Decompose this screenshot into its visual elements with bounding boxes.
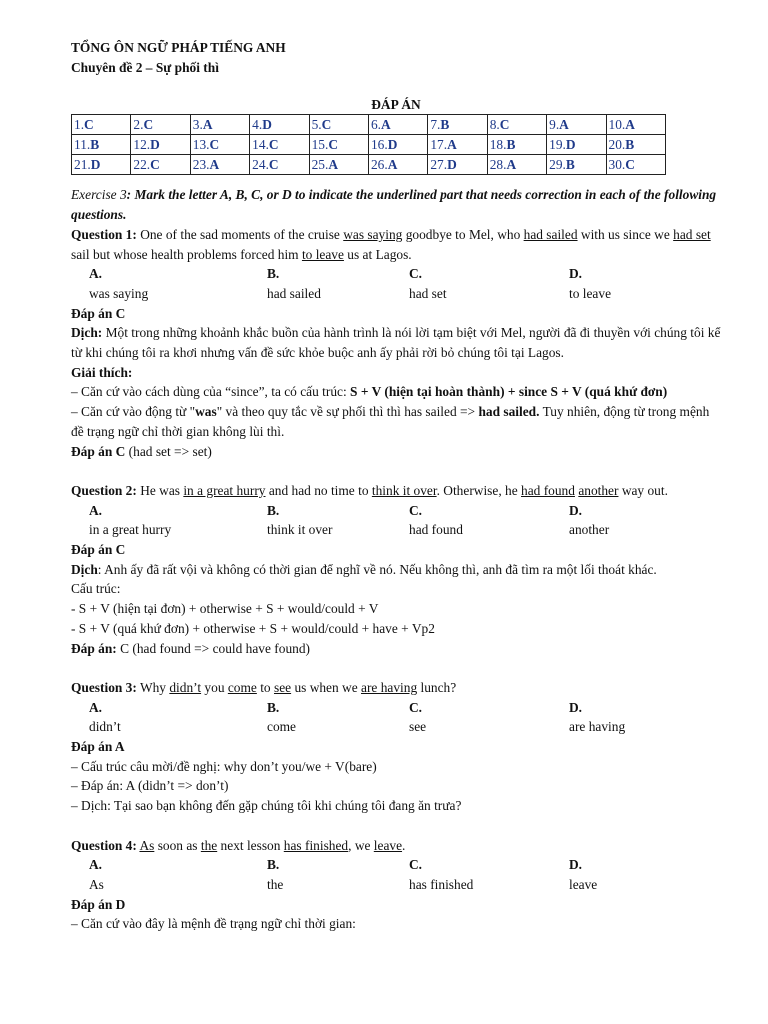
- option-c: C. see: [409, 699, 427, 735]
- options-row: [71, 264, 721, 303]
- answer-table: [71, 114, 666, 175]
- answer-cell: [368, 115, 427, 135]
- answer-number: 3.: [192, 116, 203, 132]
- answer-cell: [606, 135, 665, 155]
- answer-cell: [547, 135, 606, 155]
- answer-line: Đáp án D: [71, 896, 126, 912]
- explanation-line: – Đáp án: A (didn’t => don’t): [71, 778, 229, 794]
- stem-text: goodbye to Mel, who: [402, 226, 524, 242]
- option-b: B. had sailed: [267, 266, 321, 301]
- option-d: D. leave: [569, 857, 598, 892]
- option-a: A. As: [89, 857, 104, 892]
- answer-number: 30.: [608, 156, 626, 172]
- options-row: [71, 501, 721, 540]
- underlined-part: leave: [373, 837, 403, 853]
- options-row: [71, 698, 721, 737]
- answer-cell: [487, 115, 546, 135]
- answer-number: 4.: [252, 116, 263, 132]
- question-label: Question 4:: [71, 837, 137, 853]
- explanation-line: – Cấu trúc câu mời/đề nghị: why don’t you/we + V(bare): [71, 758, 377, 774]
- answer-cell: [250, 135, 309, 155]
- underlined-part: another: [578, 482, 619, 498]
- answer-letter: B: [90, 136, 100, 152]
- answer-number: 24.: [252, 156, 269, 172]
- final-answer: Đáp án: C (had found => could have found): [71, 640, 310, 656]
- answer-letter: B: [440, 116, 450, 132]
- answer-row: [72, 155, 666, 175]
- exercise-label: Exercise 3: [71, 187, 127, 203]
- answer-cell: [250, 115, 309, 135]
- question-label: Question 2:: [71, 482, 137, 498]
- answer-letter: A: [381, 116, 391, 132]
- underlined-part: to leave: [301, 246, 344, 262]
- answer-letter: C: [328, 136, 338, 152]
- exercise-text: : Mark the letter A, B, C, or D to indicate the underlined part that needs correction in each of the following questions.: [71, 187, 717, 223]
- answer-letter: A: [625, 116, 635, 132]
- answer-letter: C: [625, 156, 635, 172]
- option-a: A. was saying: [89, 266, 149, 301]
- explanation-line: – Căn cứ vào cách dùng của “since”, ta có cấu trúc: S + V (hiện tại hoàn thành) + since S + V (quá khứ đơn): [71, 384, 668, 400]
- underlined-part: has finished: [283, 837, 349, 853]
- option-b: B. come: [267, 699, 296, 735]
- answer-cell: [547, 115, 606, 135]
- answer-number: 16.: [370, 136, 388, 152]
- answer-number: 2.: [133, 116, 144, 132]
- answer-letter: C: [321, 116, 332, 132]
- answer-number: 19.: [549, 136, 566, 152]
- answer-number: 23.: [192, 156, 210, 172]
- answer-letter: D: [387, 136, 398, 152]
- stem-text: One of the sad moments of the cruise: [136, 226, 344, 242]
- answer-letter: D: [565, 136, 576, 152]
- translation: Dịch: Anh ấy đã rất vội và không có thời gian để nghĩ về nó. Nếu không thì, anh đã tìm ra một lối thoát khác.: [71, 561, 657, 577]
- answer-number: 8.: [489, 116, 500, 132]
- question-4-stem: Question 4: As soon as the next lesson has finished, we leave.: [71, 837, 406, 853]
- answer-letter: C: [209, 136, 220, 152]
- option-c: C. had set: [409, 266, 447, 301]
- answer-letter: B: [506, 136, 516, 152]
- underlined-part: had set: [673, 226, 711, 242]
- answer-line: Đáp án A: [71, 739, 125, 755]
- answer-letter: C: [150, 156, 160, 172]
- underlined-part: didn’t: [169, 679, 202, 695]
- explanation-line: – Dịch: Tại sao bạn không đến gặp chúng tôi khi chúng tôi đang ăn trưa?: [71, 798, 462, 814]
- answer-number: 14.: [252, 136, 269, 152]
- question-label: Question 1:: [71, 226, 137, 242]
- underlined-part: see: [273, 679, 292, 695]
- answer-letter: A: [559, 116, 569, 132]
- answer-number: 5.: [311, 116, 322, 132]
- answer-letter: A: [506, 156, 517, 172]
- answer-number: 25.: [311, 156, 329, 172]
- underlined-part: are having: [361, 679, 418, 695]
- answer-letter: B: [565, 156, 575, 172]
- option-a: A. didn’t: [89, 699, 121, 735]
- answer-cell: [428, 115, 487, 135]
- underlined-part: come: [227, 679, 257, 695]
- answer-number: 9.: [549, 116, 560, 132]
- explanation-line: – Căn cứ vào động từ "was" và theo quy tắc về sự phối thì thì has sailed => had sailed. Tuy nhiên, động từ trong mệnh đề trạng ngữ chỉ thời gian không lùi thì.: [71, 404, 710, 439]
- option-b: B. the: [267, 857, 284, 892]
- answer-number: 13.: [192, 136, 210, 152]
- answer-number: 20.: [608, 136, 626, 152]
- answer-letter: C: [143, 116, 154, 132]
- answer-letter: D: [262, 116, 272, 132]
- answer-cell: [72, 135, 131, 155]
- answer-letter: B: [625, 136, 635, 152]
- answer-cell: [368, 155, 427, 175]
- answer-cell: [368, 135, 427, 155]
- answers-title: ĐÁP ÁN: [371, 97, 421, 113]
- answer-line: Đáp án C: [71, 542, 126, 558]
- option-c: C. had found: [409, 502, 463, 538]
- answer-letter: A: [202, 116, 213, 132]
- answer-cell: [606, 155, 665, 175]
- document-subtitle: Chuyên đề 2 – Sự phối thì: [71, 59, 219, 75]
- answer-cell: [487, 155, 546, 175]
- stem-text: us at Lagos.: [343, 246, 412, 262]
- question-4: [71, 836, 721, 935]
- question-1-stem: [71, 225, 721, 264]
- stem-text: sail but whose health problems forced him: [71, 246, 302, 262]
- answer-cell: [547, 155, 606, 175]
- answer-letter: C: [84, 116, 94, 132]
- underlined-part: was saying: [343, 226, 403, 242]
- question-2: [71, 481, 721, 658]
- answer-cell: [131, 155, 190, 175]
- answer-cell: [606, 115, 665, 135]
- answer-number: 26.: [370, 156, 388, 172]
- options-row: [71, 855, 721, 894]
- option-a: A. in a great hurry: [89, 502, 172, 538]
- answer-cell: [190, 115, 249, 135]
- answer-letter: D: [90, 156, 101, 172]
- option-c: C. has finished: [409, 857, 474, 892]
- answer-number: 21.: [74, 156, 91, 172]
- answer-number: 22.: [133, 156, 151, 172]
- answer-cell: [309, 115, 368, 135]
- answer-line: Đáp án C: [71, 305, 126, 321]
- question-3-stem: Question 3: Why didn’t you come to see us when we are having lunch?: [71, 679, 457, 695]
- question-3: [71, 678, 721, 816]
- option-d: D. to leave: [569, 266, 612, 301]
- document-title: TỔNG ÔN NGỮ PHÁP TIẾNG ANH: [71, 40, 286, 55]
- explanation-label: Giải thích:: [71, 364, 133, 380]
- answer-letter: A: [328, 156, 338, 172]
- question-label: Question 3:: [71, 679, 137, 695]
- answer-cell: [487, 135, 546, 155]
- translation: Dịch: Một trong những khoảnh khắc buồn của hành trình là nói lời tạm biệt với Mel, người đã đi thuyền với chúng tôi kể từ khi chúng tôi ra khơi nhưng vấn đề sức khỏe buộc anh ấy phải rời bỏ chúng tôi tại Lagos.: [71, 325, 721, 361]
- final-answer: Đáp án C (had set => set): [71, 443, 212, 459]
- answer-cell: [131, 115, 190, 135]
- answer-letter: C: [268, 136, 279, 152]
- option-d: D. another: [569, 502, 610, 538]
- option-b: B. think it over: [267, 502, 333, 538]
- underlined-part: the: [200, 837, 218, 853]
- answer-cell: [309, 135, 368, 155]
- answer-cell: [309, 155, 368, 175]
- underlined-part: had sailed: [523, 226, 578, 242]
- answer-number: 18.: [489, 136, 507, 152]
- answer-cell: [72, 155, 131, 175]
- question-2-stem: Question 2: He was in a great hurry and had no time to think it over. Otherwise, he had found another way out.: [71, 482, 668, 498]
- stem-text: with us since we: [577, 226, 674, 242]
- answer-row: [72, 115, 666, 135]
- answer-number: 29.: [549, 156, 566, 172]
- underlined-part: in a great hurry: [183, 482, 266, 498]
- answer-cell: [131, 135, 190, 155]
- answer-number: 27.: [430, 156, 448, 172]
- structure-line: - S + V (hiện tại đơn) + otherwise + S + would/could + V: [71, 601, 379, 617]
- answer-number: 7.: [430, 116, 441, 132]
- answer-letter: D: [447, 156, 457, 172]
- question-1: [71, 225, 721, 461]
- answer-number: 6.: [370, 116, 381, 132]
- underlined-part: think it over: [371, 482, 437, 498]
- answer-letter: D: [150, 136, 160, 152]
- answer-letter: A: [209, 156, 220, 172]
- answer-letter: A: [447, 136, 457, 152]
- answer-letter: C: [499, 116, 510, 132]
- answer-cell: [250, 155, 309, 175]
- option-d: D. are having: [569, 699, 626, 735]
- answer-number: 12.: [133, 136, 151, 152]
- answer-number: 1.: [74, 116, 85, 132]
- answer-cell: [428, 135, 487, 155]
- structure-label: Cấu trúc:: [71, 581, 121, 597]
- answer-cell: [190, 135, 249, 155]
- answer-number: 15.: [311, 136, 329, 152]
- answer-cell: [428, 155, 487, 175]
- exercise-instruction: [71, 185, 721, 224]
- answer-number: 28.: [489, 156, 507, 172]
- answer-cell: [190, 155, 249, 175]
- answer-number: 17.: [430, 136, 448, 152]
- answer-letter: A: [387, 156, 398, 172]
- document-page: [71, 38, 721, 934]
- underlined-part: had found: [521, 482, 575, 498]
- answer-row: [72, 135, 666, 155]
- answer-cell: [72, 115, 131, 135]
- structure-line: - S + V (quá khứ đơn) + otherwise + S + would/could + have + Vp2: [71, 620, 435, 636]
- underlined-part: As: [139, 837, 155, 853]
- answer-number: 11.: [74, 136, 91, 152]
- answer-letter: C: [268, 156, 279, 172]
- answer-number: 10.: [608, 116, 626, 132]
- explanation-line: – Căn cứ vào đây là mệnh đề trạng ngữ chỉ thời gian:: [71, 916, 356, 932]
